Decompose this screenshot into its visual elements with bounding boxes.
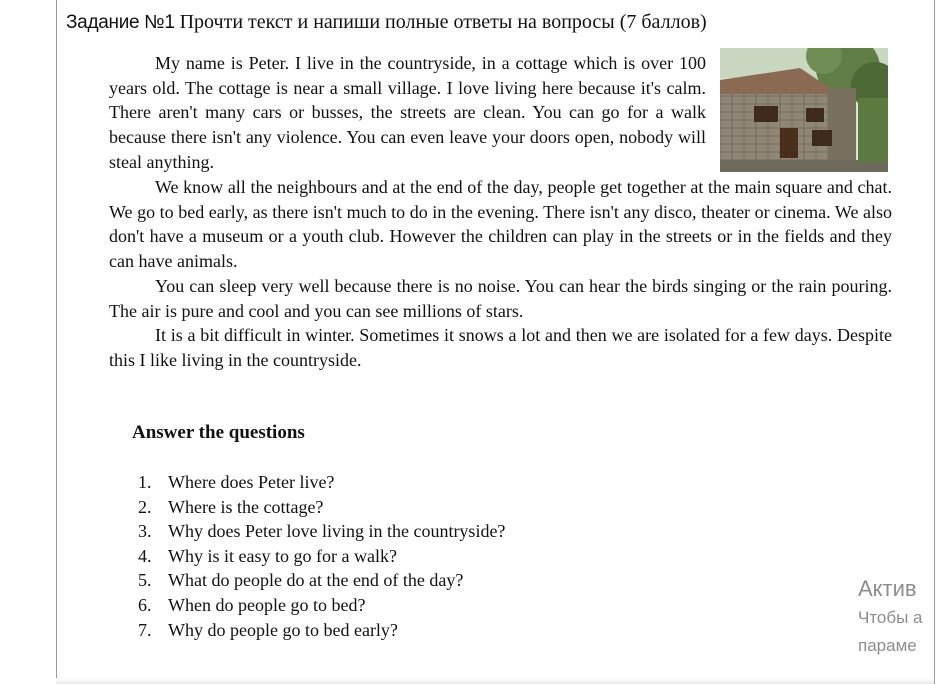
question-text: Where does Peter live? (168, 472, 335, 492)
bottom-divider (56, 678, 934, 684)
windows-activation-watermark (858, 574, 934, 660)
cottage-photo (720, 48, 888, 172)
text-paragraph-4: It is a bit difficult in winter. Sometimes it snows a lot and then we are isolated for a few days. Despite this I like living in the countryside. (109, 325, 892, 370)
answer-questions-heading: Answer the questions (132, 422, 305, 443)
question-text: Why is it easy to go for a walk? (168, 545, 397, 566)
task-header (66, 11, 707, 34)
question-text: What do people do at the end of the day? (168, 570, 464, 591)
watermark-line-2: Чтобы а (858, 608, 923, 627)
question-list (138, 470, 505, 642)
question-item (138, 568, 505, 593)
question-number: 4. (138, 545, 152, 566)
question-number: 5. (138, 570, 152, 591)
question-item (138, 470, 505, 495)
question-text: When do people go to bed? (168, 594, 366, 615)
question-text: Why does Peter love living in the countryside? (168, 521, 506, 542)
question-text: Why do people go to bed early? (168, 619, 398, 640)
question-item (138, 544, 505, 569)
text-paragraph-2: We know all the neighbours and at the end of the day, people get together at the main square and chat. We go to bed early, as there isn't much to do in the evening. There isn't any disco, theater or cinema. We also don't have a museum or a youth club. However the children can play in the streets or in the fields and they can have animals. (109, 177, 892, 272)
page-right-border (934, 0, 935, 684)
question-item (138, 618, 505, 643)
task-label: Задание №1 (66, 12, 175, 33)
question-number: 3. (138, 521, 152, 542)
page-left-border (56, 0, 57, 684)
question-number: 2. (138, 496, 152, 517)
watermark-line-1: Актив (858, 576, 917, 601)
question-item (138, 519, 505, 544)
task-instruction: Прочти текст и напиши полные ответы на вопросы (7 баллов) (179, 11, 707, 33)
question-number: 6. (138, 594, 152, 615)
text-paragraph-1: My name is Peter. I live in the countryside, in a cottage which is over 100 years old. The cottage is near a small village. I love living here because it's calm. There aren't many cars or busses, the streets are clean. You can go for a walk because there isn't any violence. You can even leave your doors open, nobody will steal anything. (109, 53, 706, 172)
question-number: 7. (138, 619, 152, 640)
question-item (138, 495, 505, 520)
question-text: Where is the cottage? (168, 496, 324, 517)
question-item (138, 593, 505, 618)
question-number: 1. (138, 472, 152, 492)
watermark-line-3: параме (858, 636, 917, 655)
text-paragraph-3: You can sleep very well because there is no noise. You can hear the birds singing or the rain pouring. The air is pure and cool and you can see millions of stars. (109, 276, 892, 321)
